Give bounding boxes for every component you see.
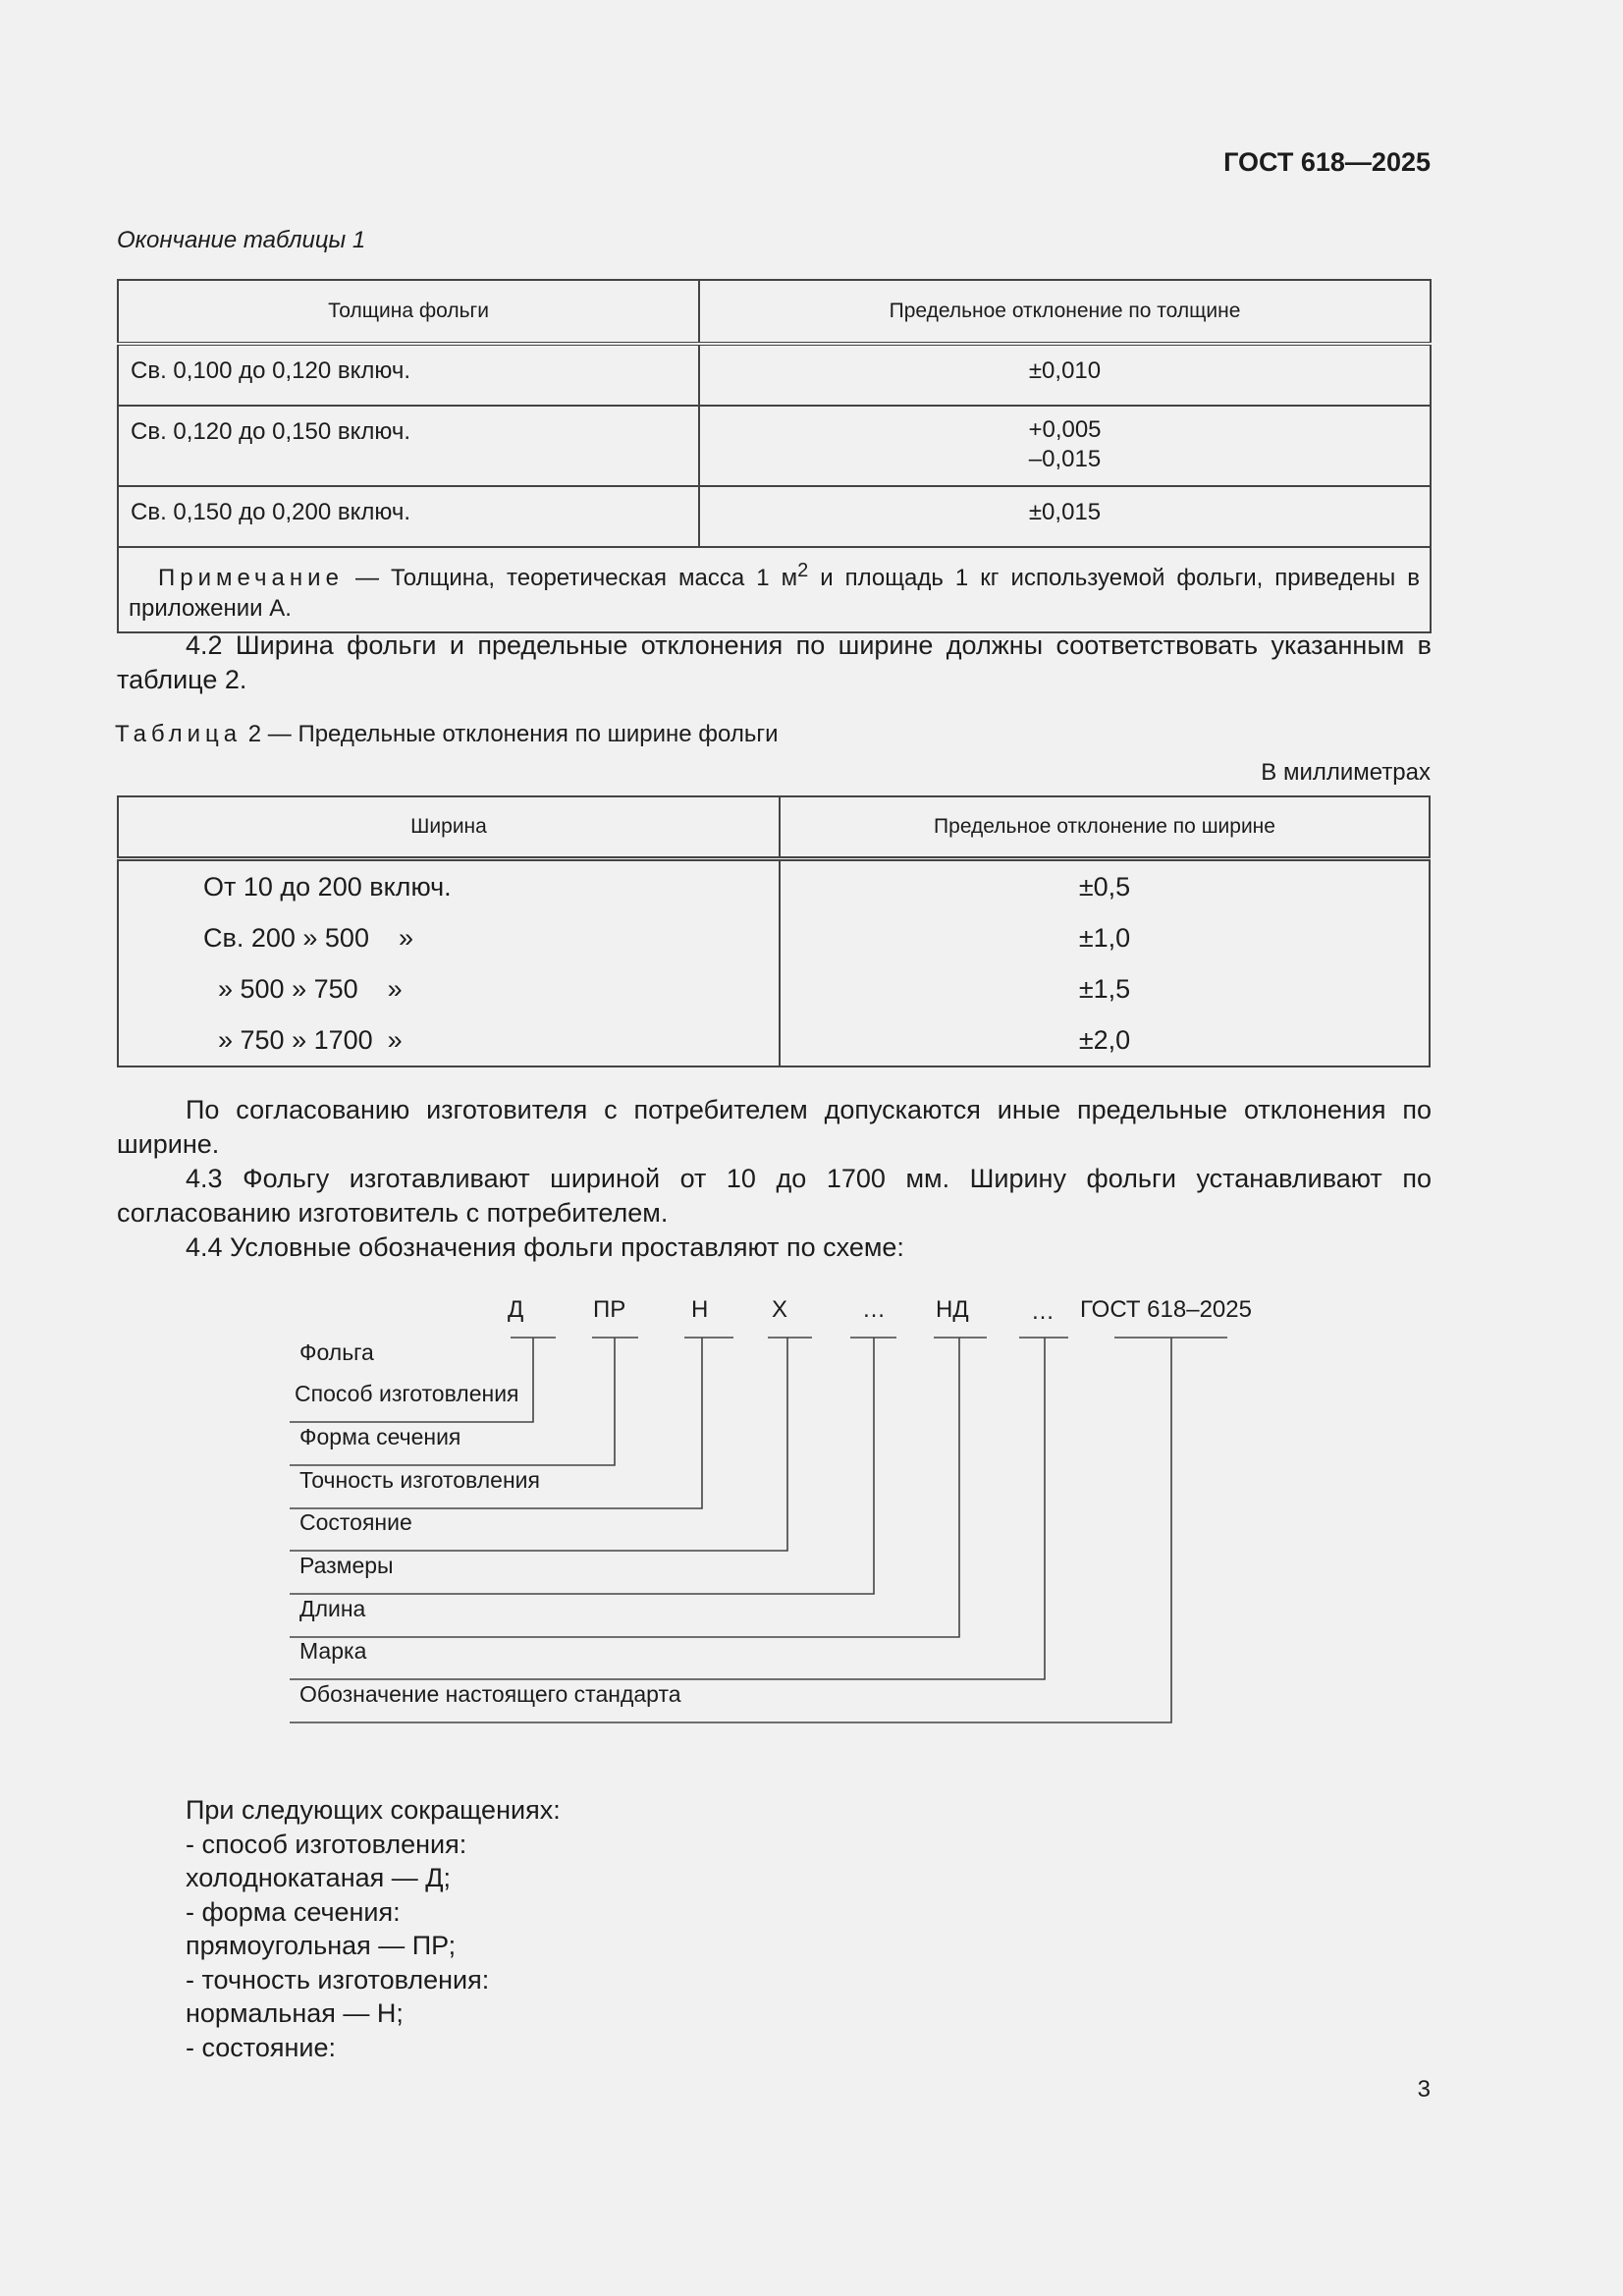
table-row [118, 1014, 1430, 1066]
table-row [118, 912, 1430, 963]
width-deviation: ±1,0 [780, 912, 1430, 963]
table-row [118, 406, 1431, 486]
width-range: От 10 до 200 включ. [118, 859, 780, 913]
table2-unit: В миллиметрах [1261, 759, 1431, 786]
code-state: Х [772, 1296, 788, 1323]
table2 [117, 795, 1431, 1067]
list-item: - форма сечения: [186, 1896, 401, 1927]
paragraph-4-4: 4.4 Условные обозначения фольги проставляют по схеме: [186, 1232, 904, 1262]
width-deviation: ±1,5 [780, 963, 1430, 1014]
width-range: » 750 » 1700 » [118, 1014, 780, 1066]
label-accuracy: Точность изготовления [299, 1467, 540, 1493]
list-item: - способ изготовления: [186, 1829, 467, 1859]
document-id: ГОСТ 618—2025 [1223, 147, 1431, 177]
table1 [117, 279, 1432, 633]
table1-note [118, 547, 1431, 632]
table2-caption-text: 2 — Предельные отклонения по ширине фольги [242, 721, 779, 747]
width-range: Св. 200 » 500 » [118, 912, 780, 963]
abbreviations-intro: При следующих сокращениях: [186, 1795, 561, 1825]
note-label: Примечание [158, 565, 344, 591]
page-number: 3 [1417, 2076, 1431, 2103]
thickness-deviation: ±0,015 [699, 486, 1431, 547]
designation-scheme [285, 1286, 1267, 1728]
note-text-b: и площадь 1 кг используемой фольги, приведены в приложении А. [129, 565, 1420, 622]
label-grade: Марка [299, 1638, 367, 1664]
table2-caption [115, 721, 779, 748]
label-sizes: Размеры [299, 1553, 394, 1578]
table2-col2-header: Предельное отклонение по ширине [780, 796, 1430, 859]
thickness-range: Св. 0,150 до 0,200 включ. [118, 486, 699, 547]
label-foil: Фольга [299, 1339, 374, 1365]
code-accuracy: Н [691, 1296, 709, 1323]
note-superscript: 2 [797, 560, 809, 581]
code-manufacturing: Д [508, 1296, 524, 1323]
table1-col2-header: Предельное отклонение по толщине [699, 280, 1431, 344]
thickness-deviation [699, 406, 1431, 486]
deviation-minus: –0,015 [1028, 446, 1102, 472]
deviation-plus: +0,005 [1028, 416, 1102, 443]
paragraph-4-2: 4.2 Ширина фольги и предельные отклонения по ширине должны соответствовать указанным в таблице 2. [117, 630, 1432, 694]
thickness-range: Св. 0,100 до 0,120 включ. [118, 344, 699, 406]
table2-caption-label: Таблица [115, 721, 243, 747]
list-item: прямоугольная — ПР; [186, 1931, 457, 1960]
label-manufacturing-method: Способ изготовления [295, 1381, 519, 1406]
label-length: Длина [299, 1596, 366, 1621]
table-row [118, 344, 1431, 406]
label-state: Состояние [299, 1509, 412, 1535]
width-deviation: ±2,0 [780, 1014, 1430, 1066]
label-section-shape: Форма сечения [299, 1424, 461, 1449]
thickness-deviation: ±0,010 [699, 344, 1431, 406]
code-standard: ГОСТ 618–2025 [1080, 1296, 1252, 1323]
table-row [118, 859, 1430, 913]
code-sizes: … [862, 1296, 886, 1323]
width-deviation: ±0,5 [780, 859, 1430, 913]
code-grade: … [1031, 1298, 1055, 1325]
label-standard-designation: Обозначение настоящего стандарта [299, 1681, 681, 1707]
table1-col1-header: Толщина фольги [118, 280, 699, 344]
code-length: НД [936, 1296, 969, 1323]
code-section: ПР [593, 1296, 626, 1323]
table2-col1-header: Ширина [118, 796, 780, 859]
list-item: нормальная — Н; [186, 1998, 404, 2028]
width-range: » 500 » 750 » [118, 963, 780, 1014]
list-item: - точность изготовления: [186, 1964, 490, 1995]
table-row [118, 486, 1431, 547]
table1-caption: Окончание таблицы 1 [117, 227, 366, 253]
table-row [118, 963, 1430, 1014]
thickness-range: Св. 0,120 до 0,150 включ. [118, 406, 699, 486]
abbreviations-list [186, 1793, 561, 2064]
note-text-a: — Толщина, теоретическая масса 1 м [343, 565, 798, 591]
paragraph-4-3: 4.3 Фольгу изготавливают шириной от 10 до 1700 мм. Ширину фольги устанавливают по согласованию изготовитель с потребителем. [117, 1164, 1432, 1228]
paragraph-agreement: По согласованию изготовителя с потребителем допускаются иные предельные отклонения по ширине. [117, 1095, 1432, 1159]
list-item: холоднокатаная — Д; [186, 1863, 452, 1892]
list-item: - состояние: [186, 2032, 337, 2062]
scheme-lines [285, 1286, 1267, 1728]
